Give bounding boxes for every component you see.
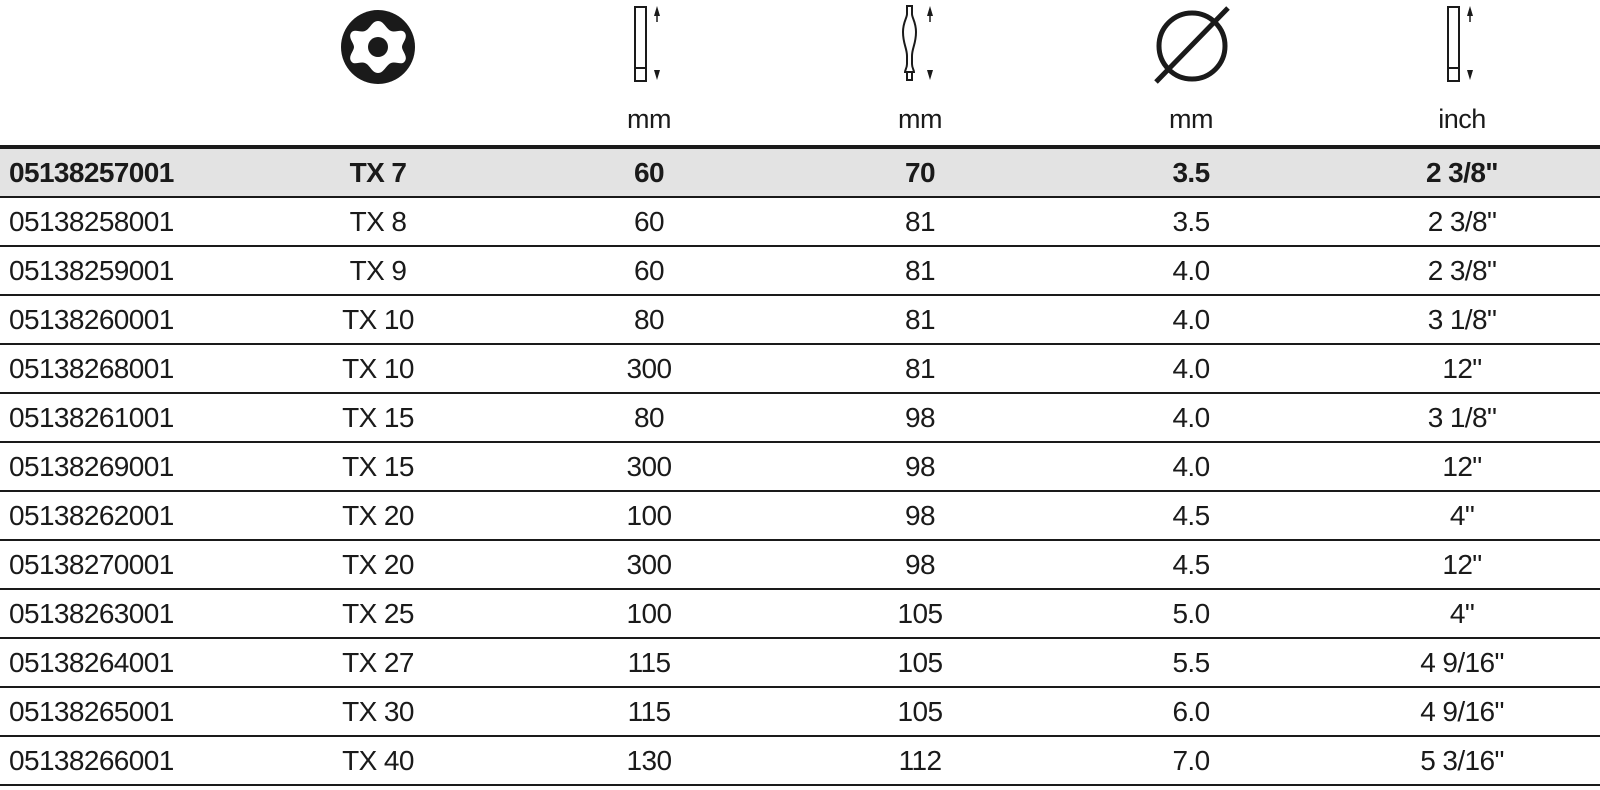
article-number-cell: 05138263001 (9, 598, 174, 629)
diameter-mm-cell: 4.0 (1172, 304, 1210, 335)
table-row (0, 247, 1600, 296)
article-number-cell: 05138269001 (9, 451, 174, 482)
diameter-mm-cell: 7.0 (1172, 745, 1210, 776)
torx-size-cell: TX 25 (342, 598, 414, 629)
blade-length-inch-cell: 4" (1449, 500, 1475, 531)
overall-length-icon (898, 4, 938, 89)
blade-length-mm-cell: 80 (634, 402, 664, 433)
overall-length-mm-cell: 112 (898, 745, 942, 776)
overall-length-mm-cell: 70 (905, 157, 935, 188)
torx-size-cell: TX 10 (342, 353, 414, 384)
table-row (0, 149, 1600, 198)
diameter-mm-cell: 5.5 (1172, 647, 1210, 678)
blade-length-mm-cell: 60 (634, 206, 664, 237)
torx-size-cell: TX 30 (342, 696, 414, 727)
table-row (0, 443, 1600, 492)
overall-length-mm-cell: 98 (905, 402, 935, 433)
torx-size-cell: TX 20 (342, 500, 414, 531)
table-row (0, 345, 1600, 394)
table-header (0, 0, 1600, 146)
article-number-cell: 05138264001 (9, 647, 174, 678)
table-row (0, 737, 1600, 786)
torx-size-cell: TX 7 (349, 157, 407, 188)
blade-length-mm-cell: 80 (634, 304, 664, 335)
article-number-cell: 05138268001 (9, 353, 174, 384)
blade-length-inch-cell: 12" (1442, 353, 1482, 384)
diameter-mm-cell: 4.5 (1172, 500, 1210, 531)
blade-length-mm-cell: 130 (626, 745, 672, 776)
unit-blade-inch: inch (1438, 104, 1486, 134)
overall-length-mm-cell: 98 (905, 500, 935, 531)
article-number-cell: 05138259001 (9, 255, 174, 286)
torx-size-cell: TX 15 (342, 451, 414, 482)
article-number-cell: 05138257001 (9, 157, 174, 188)
blade-length-inch-cell: 2 3/8" (1427, 206, 1497, 237)
blade-length-mm-cell: 300 (626, 549, 672, 580)
diameter-mm-cell: 4.0 (1172, 451, 1210, 482)
diameter-mm-cell: 4.0 (1172, 402, 1210, 433)
diameter-mm-cell: 4.5 (1172, 549, 1210, 580)
blade-length-inch-icon (1443, 4, 1479, 89)
blade-length-mm-cell: 60 (634, 157, 664, 188)
table-row (0, 541, 1600, 590)
torx-size-cell: TX 8 (349, 206, 407, 237)
overall-length-mm-cell: 105 (897, 598, 943, 629)
unit-blade-mm: mm (627, 104, 671, 134)
diameter-mm-cell: 5.0 (1172, 598, 1210, 629)
blade-length-inch-cell: 4 9/16" (1420, 696, 1504, 727)
blade-length-mm-cell: 115 (627, 696, 671, 727)
blade-length-inch-cell: 2 3/8" (1426, 157, 1498, 188)
article-number-cell: 05138261001 (9, 402, 174, 433)
blade-length-inch-cell: 3 1/8" (1427, 304, 1497, 335)
overall-length-mm-cell: 81 (905, 304, 935, 335)
overall-length-mm-cell: 98 (905, 549, 935, 580)
blade-length-inch-cell: 3 1/8" (1427, 402, 1497, 433)
blade-length-mm-cell: 100 (626, 500, 672, 531)
table-body (0, 149, 1600, 786)
overall-length-mm-cell: 105 (897, 647, 943, 678)
article-number-cell: 05138260001 (9, 304, 174, 335)
diameter-mm-cell: 4.0 (1172, 255, 1210, 286)
unit-diameter-mm: mm (1169, 104, 1213, 134)
table-row (0, 394, 1600, 443)
blade-length-icon (630, 4, 666, 89)
diameter-mm-cell: 4.0 (1172, 353, 1210, 384)
blade-length-mm-cell: 115 (627, 647, 671, 678)
article-number-cell: 05138265001 (9, 696, 174, 727)
overall-length-mm-cell: 81 (905, 206, 935, 237)
table-row (0, 688, 1600, 737)
blade-length-inch-cell: 4 9/16" (1420, 647, 1504, 678)
blade-length-inch-cell: 12" (1442, 451, 1482, 482)
blade-length-mm-cell: 300 (626, 451, 672, 482)
unit-length-mm: mm (898, 104, 942, 134)
torx-size-cell: TX 40 (342, 745, 414, 776)
torx-profile-icon (338, 7, 418, 92)
torx-size-cell: TX 27 (342, 647, 414, 678)
article-number-cell: 05138266001 (9, 745, 174, 776)
article-number-cell: 05138258001 (9, 206, 174, 237)
torx-size-cell: TX 15 (342, 402, 414, 433)
overall-length-mm-cell: 98 (905, 451, 935, 482)
blade-length-inch-cell: 5 3/16" (1420, 745, 1504, 776)
table-row (0, 639, 1600, 688)
diameter-mm-cell: 3.5 (1172, 206, 1210, 237)
blade-length-inch-cell: 2 3/8" (1427, 255, 1497, 286)
blade-length-mm-cell: 100 (626, 598, 672, 629)
diameter-mm-cell: 6.0 (1172, 696, 1210, 727)
blade-length-inch-cell: 12" (1442, 549, 1482, 580)
overall-length-mm-cell: 81 (905, 353, 935, 384)
table-row (0, 492, 1600, 541)
blade-length-mm-cell: 60 (634, 255, 664, 286)
torx-size-cell: TX 20 (342, 549, 414, 580)
diameter-icon (1150, 4, 1234, 89)
torx-size-cell: TX 10 (342, 304, 414, 335)
overall-length-mm-cell: 81 (905, 255, 935, 286)
table-row (0, 198, 1600, 247)
blade-length-mm-cell: 300 (626, 353, 672, 384)
table-row (0, 590, 1600, 639)
torx-size-cell: TX 9 (349, 255, 407, 286)
diameter-mm-cell: 3.5 (1172, 157, 1210, 188)
blade-length-inch-cell: 4" (1449, 598, 1475, 629)
article-number-cell: 05138262001 (9, 500, 174, 531)
table-row (0, 296, 1600, 345)
overall-length-mm-cell: 105 (897, 696, 943, 727)
article-number-cell: 05138270001 (9, 549, 174, 580)
